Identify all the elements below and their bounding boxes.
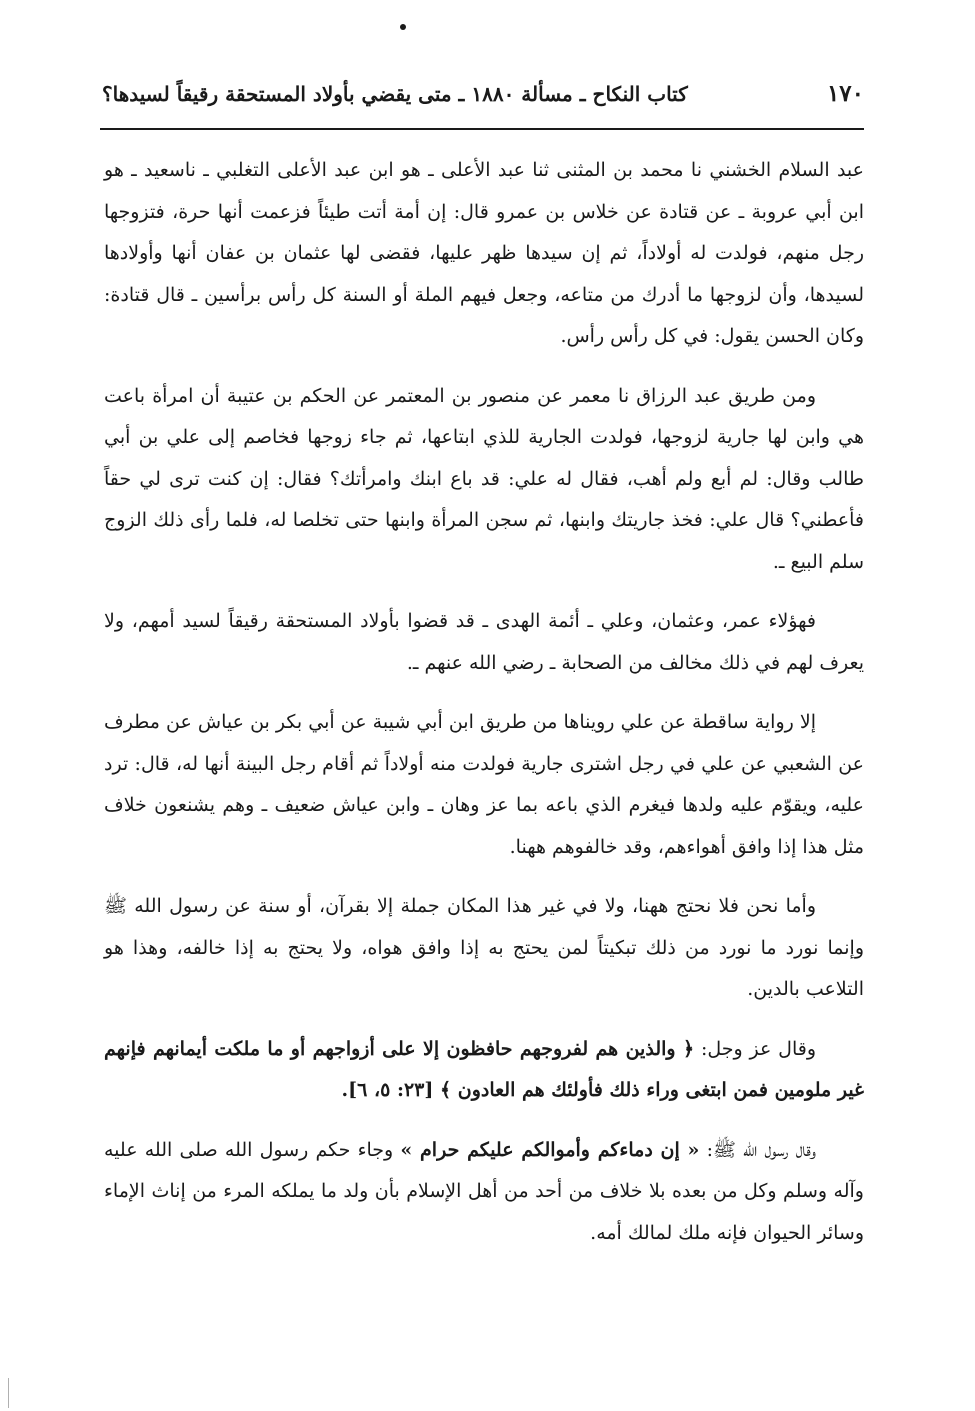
paragraph-companions-ruling: فهؤلاء عمر، وعثمان، وعلي ـ أئمة الهدى ـ قد قضوا بأولاد المستحقة رقيقاً لسيد أمهم، ولا يعرف لهم في ذلك مخالف من الصحابة ـ رضي الله عنهم ـ. <box>104 610 864 674</box>
hadith-prefix: وقال رسول الله ﷺ: <box>706 1138 816 1161</box>
top-ink-dot <box>400 24 406 30</box>
paragraph-quran-verse <box>104 1029 864 1112</box>
quran-verse: ﴿ والذين هم لفروجهم حافظون إلا على أزواجهم أو ما ملكت أيمانهم فإنهم غير ملومين فمن ابتغى وراء ذلك فأولئك هم العادون ﴾ [٢٣: ٥، ٦]. <box>104 1037 864 1101</box>
hadith-quote: « إن دماءكم وأموالكم عليكم حرام » <box>400 1138 700 1161</box>
page-number: ١٧٠ <box>826 80 864 107</box>
quran-prefix: وقال عز وجل: <box>700 1037 817 1060</box>
header-divider <box>100 128 864 130</box>
running-title: كتاب النكاح ـ مسألة ١٨٨٠ ـ متى يقضي بأولاد المستحقة رقيقاً لسيدها؟ <box>102 82 688 106</box>
page-header <box>102 76 864 116</box>
paragraph-weak-narration: إلا رواية ساقطة عن علي رويناها من طريق ابن أبي شيبة عن أبي بكر بن عياش عن مطرف عن الشعبي عن علي في رجل اشترى جارية فولدت منه أولاداً ثم أقام رجل البينة أنها له، قال: ترد عليه، ويقوّم عليه ولدها فيغرم الذي باعه بما عز وهان ـ وابن عياش ضعيف ـ وهم يشنعون خلاف مثل هذا إذا وافق أهواءهم، وقد خالفوهم ههنا. <box>104 711 864 858</box>
paragraph-khalas-narration: عبد السلام الخشني نا محمد بن المثنى ثنا عبد الأعلى ـ هو ابن عبد الأعلى التغلبي ـ ناسعيد ـ هو ابن أبي عروبة ـ عن قتادة عن خلاس بن عمرو قال: إن أمة أتت طيئاً فزعمت أنها حرة، فتزوجها رجل منهم، فولدت له أولاداً، ثم إن سيدها ظهر عليها، فقضى لها عثمان بن عفان أنها وأولادها لسيدها، وأن لزوجها ما أدرك من متاعه، وجعل فيهم الملة أو السنة كل رأس برأسين ـ قال قتادة: وكان الحسن يقول: في كل رأس رأس. <box>104 159 864 347</box>
hadith-rest: وجاء حكم رسول الله صلى الله عليه وآله وسلم وكل من بعده بلا خلاف من أحد من أهل الإسلام بأن ولد ما يملكه المرء من إناث الإماء وسائر الحيوان فإنه ملك لمالك أمه. <box>104 1138 864 1244</box>
paragraph-abd-al-razzaq-narration: ومن طريق عبد الرزاق نا معمر عن منصور بن المعتمر عن الحكم بن عتيبة أن امرأة باعت هي وابن لها جارية لزوجها، فولدت الجارية للذي ابتاعها، ثم جاء زوجها فخاصم إلى علي بن أبي طالب وقال: لم أبع ولم أهب، فقال له علي: قد باع ابنك وامرأتك؟ فقال: إن كنت ترى لي حقاً فأعطني؟ قال علي: فخذ جاريتك وابنها، ثم سجن المرأة وابنها حتى تخلصا له، فلما رأى ذلك الزوج سلم البيع ـ. <box>104 384 864 573</box>
body-text <box>104 150 864 1272</box>
page-edge-mark <box>8 1378 9 1408</box>
paragraph-methodology: وأما نحن فلا نحتج ههنا، ولا في غير هذا المكان جملة إلا بقرآن، أو سنة عن رسول الله ﷺ وإنما نورد ما نورد من ذلك تبكيتاً لمن يحتج به إذا وافق هواه، ولا يحتج به إذا خالفه، وهذا هو التلاعب بالدين. <box>104 895 864 1000</box>
paragraph-hadith <box>104 1130 864 1255</box>
